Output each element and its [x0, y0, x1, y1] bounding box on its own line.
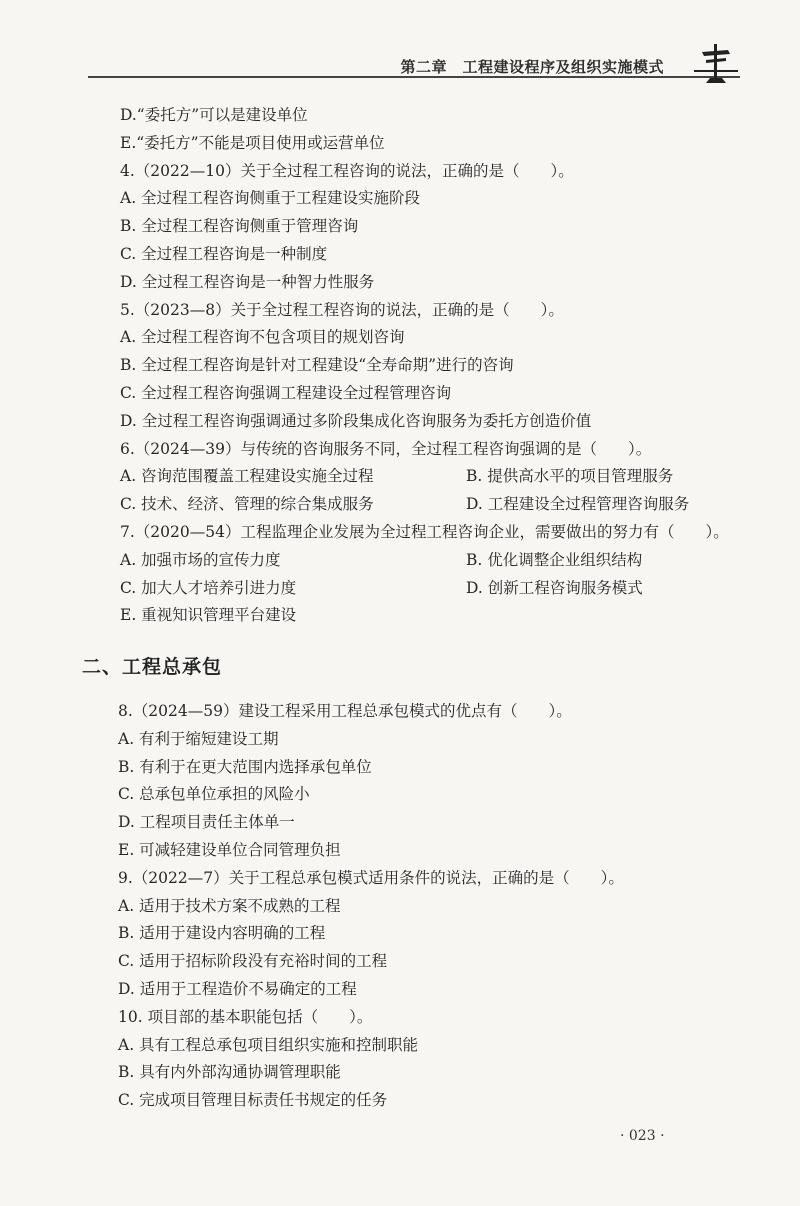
option-line: E. 重视知识管理平台建设 — [120, 606, 297, 625]
question-stem: 4.（2022—10）关于全过程工程咨询的说法，正确的是（ ）。 — [120, 161, 574, 180]
question-block-2 — [118, 698, 718, 1115]
question-stem: 8.（2024—59）建设工程采用工程总承包模式的优点有（ ）。 — [118, 702, 572, 720]
page-number: · 023 · — [620, 1128, 665, 1144]
option-line: B. 有利于在更大范围内选择承包单位 — [118, 757, 372, 776]
option-c: C. 技术、经济、管理的综合集成服务 — [120, 495, 374, 514]
option-line: C. 适用于招标阶段没有充裕时间的工程 — [118, 952, 388, 971]
option-line: D. 全过程工程咨询强调通过多阶段集成化咨询服务为委托方创造价值 — [120, 411, 592, 430]
option-b: B. 优化调整企业组织结构 — [466, 550, 643, 569]
page-header — [88, 46, 740, 80]
option-a: A. 咨询范围覆盖工程建设实施全过程 — [120, 467, 374, 486]
option-line: D. 工程项目责任主体单一 — [118, 813, 295, 832]
question-block-1 — [120, 102, 729, 630]
option-line: B. 具有内外部沟通协调管理职能 — [118, 1063, 341, 1082]
option-d: D. 工程建设全过程管理咨询服务 — [466, 495, 690, 514]
option-line: A. 有利于缩短建设工期 — [118, 729, 279, 748]
option-line: C. 全过程工程咨询强调工程建设全过程管理咨询 — [120, 383, 452, 402]
option-row — [120, 575, 720, 603]
section-heading: 二、工程总承包 — [82, 656, 223, 678]
option-line: C. 总承包单位承担的风险小 — [118, 785, 310, 804]
option-a: A. 加强市场的宣传力度 — [120, 550, 281, 569]
chapter-title: 第二章 工程建设程序及组织实施模式 — [400, 58, 664, 76]
option-line: A. 具有工程总承包项目组织实施和控制职能 — [118, 1035, 419, 1054]
option-line: E. 可减轻建设单位合同管理负担 — [118, 840, 341, 859]
option-line: D. 全过程工程咨询是一种智力性服务 — [120, 272, 375, 291]
option-line: A. 全过程工程咨询不包含项目的规划咨询 — [120, 328, 405, 347]
signpost-logo-icon — [692, 40, 740, 84]
option-line: B. 全过程工程咨询是针对工程建设“全寿命期”进行的咨询 — [120, 356, 514, 375]
option-line: B. 适用于建设内容明确的工程 — [118, 924, 326, 943]
header-rule — [88, 76, 740, 78]
option-line: A. 全过程工程咨询侧重于工程建设实施阶段 — [120, 189, 421, 208]
option-c: C. 加大人才培养引进力度 — [120, 578, 297, 597]
option-row — [120, 547, 720, 575]
question-stem: 6.（2024—39）与传统的咨询服务不同，全过程工程咨询强调的是（ ）。 — [120, 439, 652, 458]
option-line: C. 完成项目管理目标责任书规定的任务 — [118, 1091, 388, 1110]
question-stem: 7.（2020—54）工程监理企业发展为全过程工程咨询企业，需要做出的努力有（ ）。 — [120, 522, 729, 541]
option-d: D. 创新工程咨询服务模式 — [466, 578, 643, 597]
option-b: B. 提供高水平的项目管理服务 — [466, 467, 674, 486]
option-line: A. 适用于技术方案不成熟的工程 — [118, 896, 341, 915]
option-row — [120, 463, 720, 491]
option-line: D. 适用于工程造价不易确定的工程 — [118, 979, 357, 998]
option-row — [120, 491, 720, 519]
text-line: E.“委托方”不能是项目使用或运营单位 — [120, 133, 385, 152]
option-line: C. 全过程工程咨询是一种制度 — [120, 244, 328, 263]
text-line: D.“委托方”可以是建设单位 — [120, 106, 308, 124]
question-stem: 9.（2022—7）关于工程总承包模式适用条件的说法，正确的是（ ）。 — [118, 868, 624, 887]
question-stem: 5.（2023—8）关于全过程工程咨询的说法，正确的是（ ）。 — [120, 300, 564, 319]
question-stem: 10. 项目部的基本职能包括（ ）。 — [118, 1007, 373, 1026]
option-line: B. 全过程工程咨询侧重于管理咨询 — [120, 217, 359, 236]
